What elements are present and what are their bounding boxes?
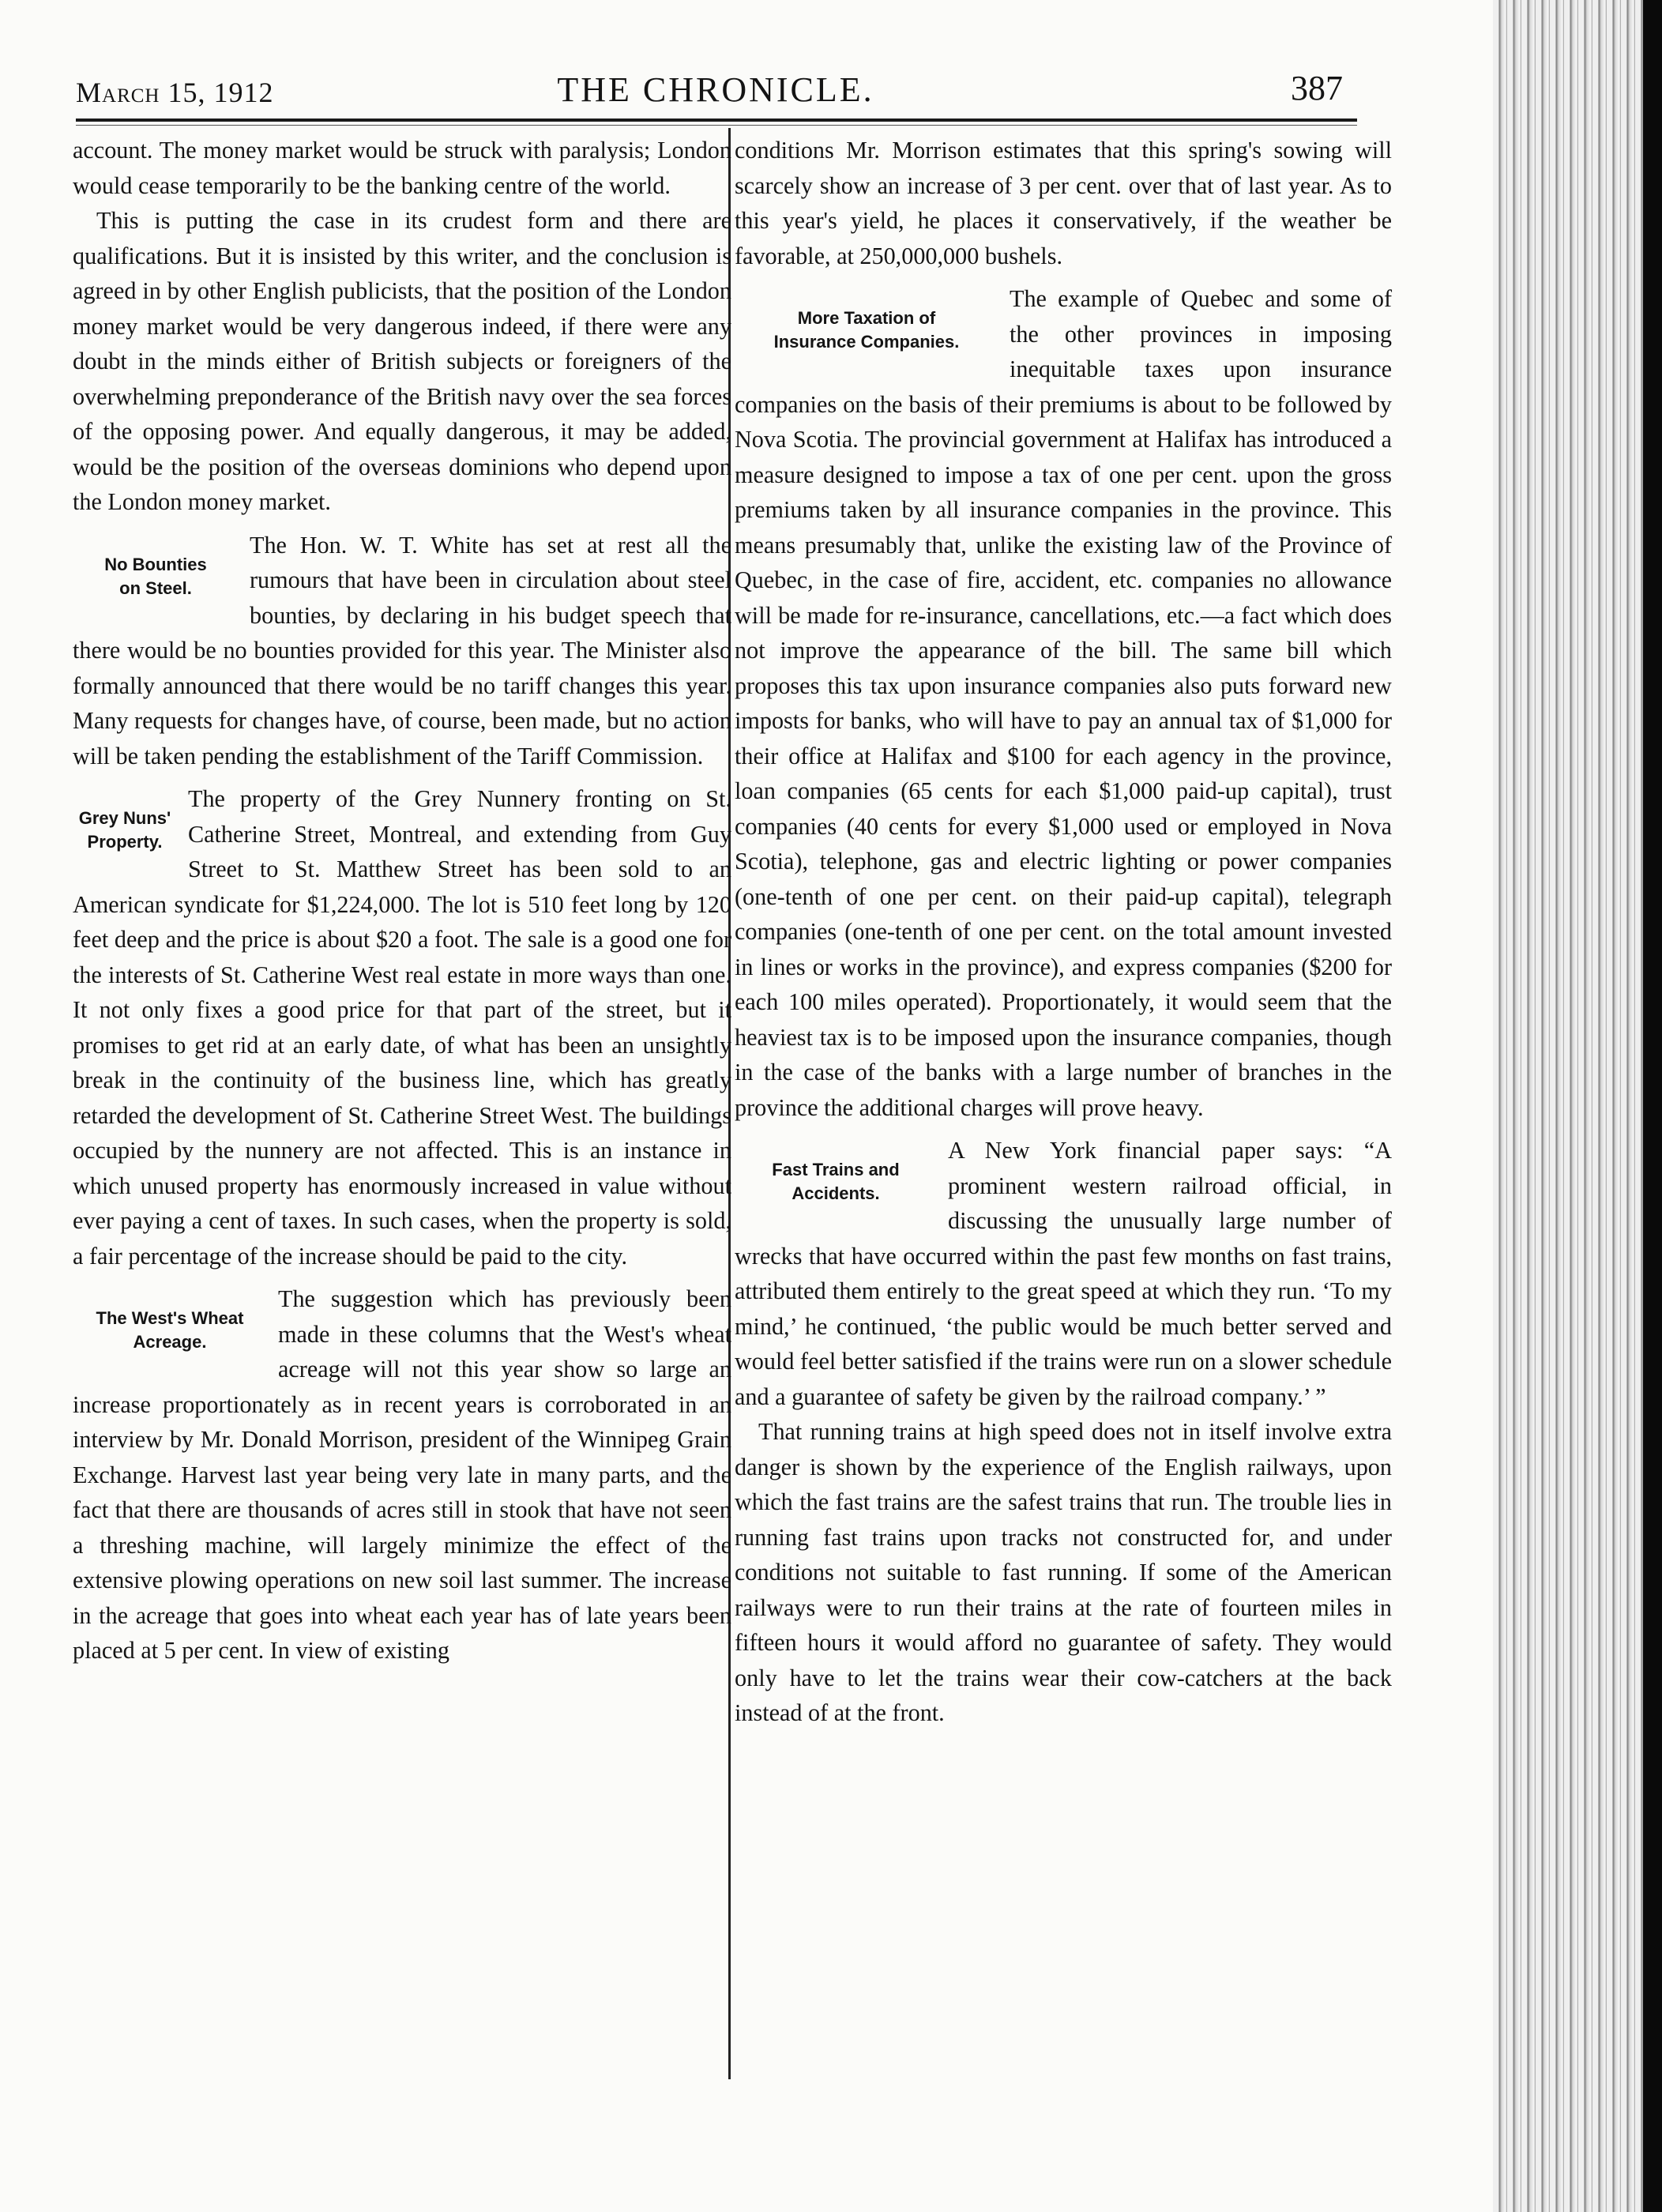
section-no-bounties xyxy=(73,528,731,774)
left-column xyxy=(73,133,731,1668)
side-heading: More Taxation of Insurance Companies. xyxy=(773,308,960,352)
section-insurance-taxation xyxy=(735,281,1392,1125)
side-heading: No Bounties on Steel. xyxy=(104,554,207,598)
section-grey-nuns xyxy=(73,781,731,1273)
section-fast-trains xyxy=(735,1133,1392,1414)
page-number: 387 xyxy=(1291,69,1343,107)
section-wheat-acreage xyxy=(73,1281,731,1668)
paragraph: account. The money market would be struck with paralysis; London would cease temporarily to be the banking centre of the world. xyxy=(73,137,731,199)
header-rule xyxy=(76,118,1357,122)
paragraph: A New York financial paper says: “A prominent western railroad official, in discussing the unusually large number of wrecks that have occurred within the past few months on fast trains, attributed them entirely to the great speed at which they run. ‘To my mind,’ he continued, ‘the public would be much better served and would feel better satisfied if the trains were run on a slower schedule and a guarantee of safety be given by the railroad company.’ ” xyxy=(735,1137,1392,1410)
paragraph: That running trains at high speed does not in itself involve extra danger is shown by the experience of the English railways, upon which the fast trains are the safest trains that run. The trouble lies in running fast trains upon tracks not constructed for, and under conditions not suitable to fast running. If some of the American railways were to run their trains at the rate of fourteen miles in fifteen hours it would afford no guarantee of safety. They would only have to let the trains wear their cow-catchers at the back instead of at the front. xyxy=(735,1418,1392,1726)
paragraph: The property of the Grey Nunnery fronting on St. Catherine Street, Montreal, and extending from Guy Street to St. Matthew Street has been sold to an American syndicate for $1,224,000. The lot is 510 feet long by 120 feet deep and the price is about $20 a foot. The sale is a good one for the interests of St. Catherine West real estate in more ways than one. It not only fixes a good price for that part of the street, but it promises to get rid at an early date, of what has been an unsightly break in the continuity of the business line, which has greatly retarded the development of St. Catherine Street West. The buildings occupied by the nunnery are not affected. This is an instance in which unused property has enormously increased in value without ever paying a cent of taxes. In such cases, when the property is sold, a fair percentage of the increase should be paid to the city. xyxy=(73,785,731,1270)
page-header xyxy=(76,68,1356,115)
paragraph: The example of Quebec and some of the other provinces in imposing inequitable taxes upon insurance companies on the basis of their premiums is about to be followed by Nova Scotia. The provincial government at Halifax has introduced a measure designed to impose a tax of one per cent. upon the gross premiums taken by all insurance companies in the province. This means presumably that, unlike the existing law of the Province of Quebec, in the case of fire, accident, etc. companies no allowance will be made for re-insurance, cancellations, etc.—a fact which does not improve the appearance of the bill. The same bill which proposes this tax upon insurance companies also puts forward new imposts for banks, who will have to pay an annual tax of $1,000 for their office at Halifax and $100 for each agency in the province, loan companies (65 cents for each $1,000 paid-up capital), trust companies (40 cents for every $1,000 used or employed in Nova Scotia), telephone, gas and electric lighting or power companies (one-tenth of one per cent. on their paid-up capital), telegraph companies (one-tenth of one per cent. on the total amount invested in lines or works in the province), and express companies ($200 for each 100 miles operated). Proportionately, it would seem that the heaviest tax is to be imposed upon the insurance companies, though in the case of the banks with a large number of branches in the province the additional charges will prove heavy. xyxy=(735,285,1392,1121)
side-heading: Fast Trains and Accidents. xyxy=(772,1160,900,1203)
paragraph: conditions Mr. Morrison estimates that this spring's sowing will scarcely show an increase of 3 per cent. over that of last year. As to this year's yield, he places it conservatively, if the weather be favorable, at 250,000,000 bushels. xyxy=(735,137,1392,269)
right-column xyxy=(735,133,1392,1731)
publication-title: THE CHRONICLE. xyxy=(557,70,874,109)
header-rule-thin xyxy=(76,125,1357,126)
issue-date: March 15, 1912 xyxy=(76,77,274,108)
side-heading: The West's Wheat Acreage. xyxy=(96,1308,244,1352)
paragraph: The suggestion which has previously been made in these columns that the West's wheat acreage will not this year show so large an increase proportionately as in recent years is corroborated in an interview by Mr. Donald Morrison, president of the Winnipeg Grain Exchange. Harvest last year being very late in many parts, and the fact that there are thousands of acres still in stook that have not seen a threshing machine, will largely minimize the effect of the extensive plowing operations on new soil last summer. The increase in the acreage that goes into wheat each year has of late years been placed at 5 per cent. In view of existing xyxy=(73,1285,731,1664)
side-heading: Grey Nuns' Property. xyxy=(78,808,171,852)
book-page-edges xyxy=(1493,0,1662,2212)
paragraph: The Hon. W. T. White has set at rest all the rumours that have been in circulation about steel bounties, by declaring in his budget speech that there would be no bounties provided for this year. The Minister also formally announced that there would be no tariff changes this year. Many requests for changes have, of course, been made, but no action will be taken pending the establishment of the Tariff Commission. xyxy=(73,531,731,769)
paragraph: This is putting the case in its crudest form and there are qualifications. But it is insisted by this writer, and the conclusion is agreed in by other English publicists, that the position of the London money market would be very dangerous indeed, if there were any doubt in the minds either of British subjects or foreigners of the overwhelming preponderance of the British navy over the sea forces of the opposing power. And equally dangerous, it may be added, would be the position of the overseas dominions who depend upon the London money market. xyxy=(73,207,731,515)
